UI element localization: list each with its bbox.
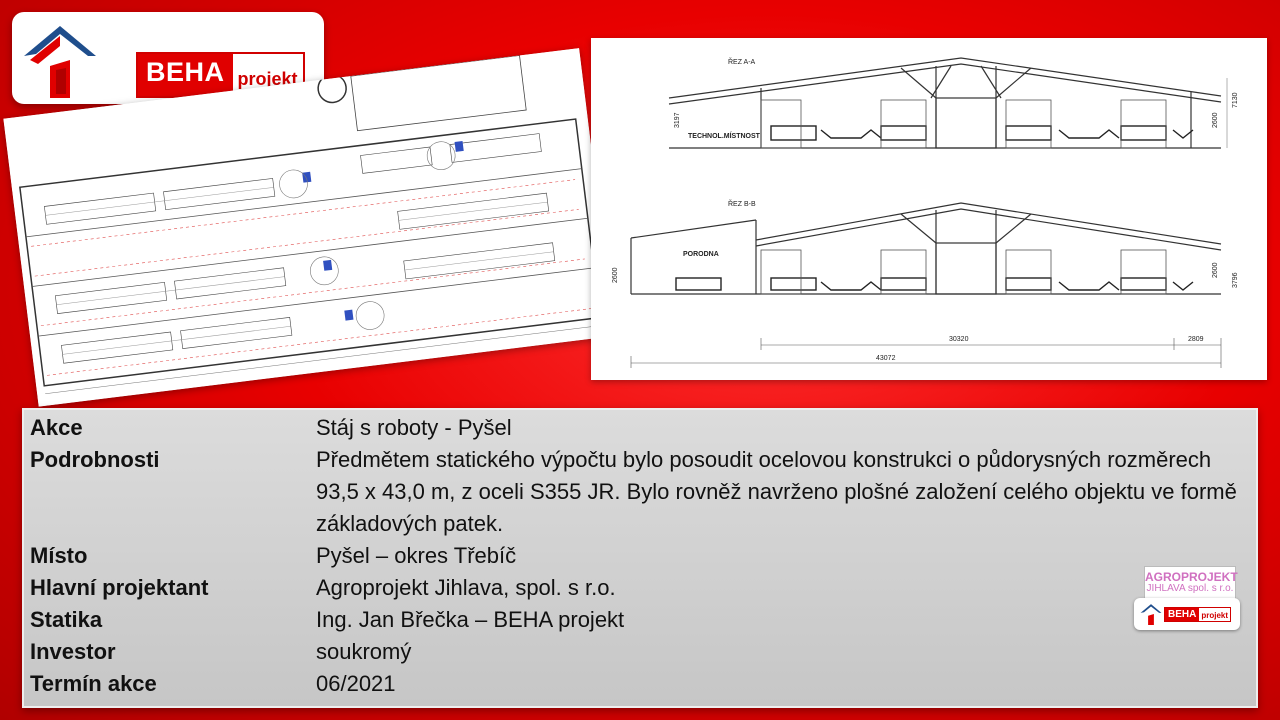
mini-brand-main: BEHA (1165, 608, 1199, 621)
info-label: Místo (30, 543, 88, 568)
dim-main: 30320 (949, 336, 969, 343)
info-value: soukromý (316, 639, 412, 664)
section-a-dim-left: 3197 (674, 112, 681, 128)
info-value: Ing. Jan Břečka – BEHA projekt (316, 607, 625, 632)
info-value: Předmětem statického výpočtu bylo posoudit ocelovou konstrukci o půdorysných rozměrech 93,5 x 43,0 m, z oceli S355 JR. Bylo rovněž navrženo plošné založení celého objektu ve formě základových patek. (316, 447, 1237, 536)
house-logo-icon (22, 20, 98, 100)
info-value: 06/2021 (316, 671, 396, 696)
section-a-dim-outer: 7130 (1232, 92, 1239, 108)
section-b-dim-left: 2600 (612, 267, 619, 283)
info-label: Hlavní projektant (30, 575, 209, 600)
brand-sub: projekt (233, 54, 303, 96)
mini-beha-badge (1164, 607, 1231, 622)
info-value: Pyšel – okres Třebíč (316, 543, 517, 568)
dim-right: 2809 (1188, 336, 1204, 343)
section-b-room: PORODNA (683, 251, 719, 258)
info-label: Investor (30, 639, 116, 664)
mini-brand-sub: projekt (1199, 608, 1230, 621)
agroprojekt-logo (1144, 566, 1236, 600)
info-label: Termín akce (30, 671, 157, 696)
section-b-title: ŘEZ B-B (728, 201, 756, 208)
agroprojekt-sub: JIHLAVA spol. s r.o. (1146, 583, 1234, 594)
mini-house-icon (1140, 602, 1162, 626)
mini-beha-logo (1134, 598, 1240, 630)
agroprojekt-name: AGROPROJEKT (1145, 570, 1238, 584)
project-info-panel (22, 408, 1258, 708)
section-b-dim-outer: 3796 (1232, 272, 1239, 288)
cross-sections-drawing (591, 38, 1267, 380)
info-label: Statika (30, 607, 103, 632)
info-value: Stáj s roboty - Pyšel (316, 415, 512, 440)
section-a-dim-inner: 2600 (1212, 112, 1219, 128)
info-value: Agroprojekt Jihlava, spol. s r.o. (316, 575, 616, 600)
info-label: Akce (30, 415, 83, 440)
brand-main: BEHA (138, 54, 233, 96)
section-a-room: TECHNOL.MÍSTNOST (688, 133, 760, 140)
section-a-title: ŘEZ A-A (728, 59, 756, 66)
dim-total: 43072 (876, 355, 896, 362)
section-b-dim-inner: 2600 (1212, 262, 1219, 278)
info-label: Podrobnosti (30, 447, 160, 472)
cross-sections-svg (591, 38, 1267, 380)
